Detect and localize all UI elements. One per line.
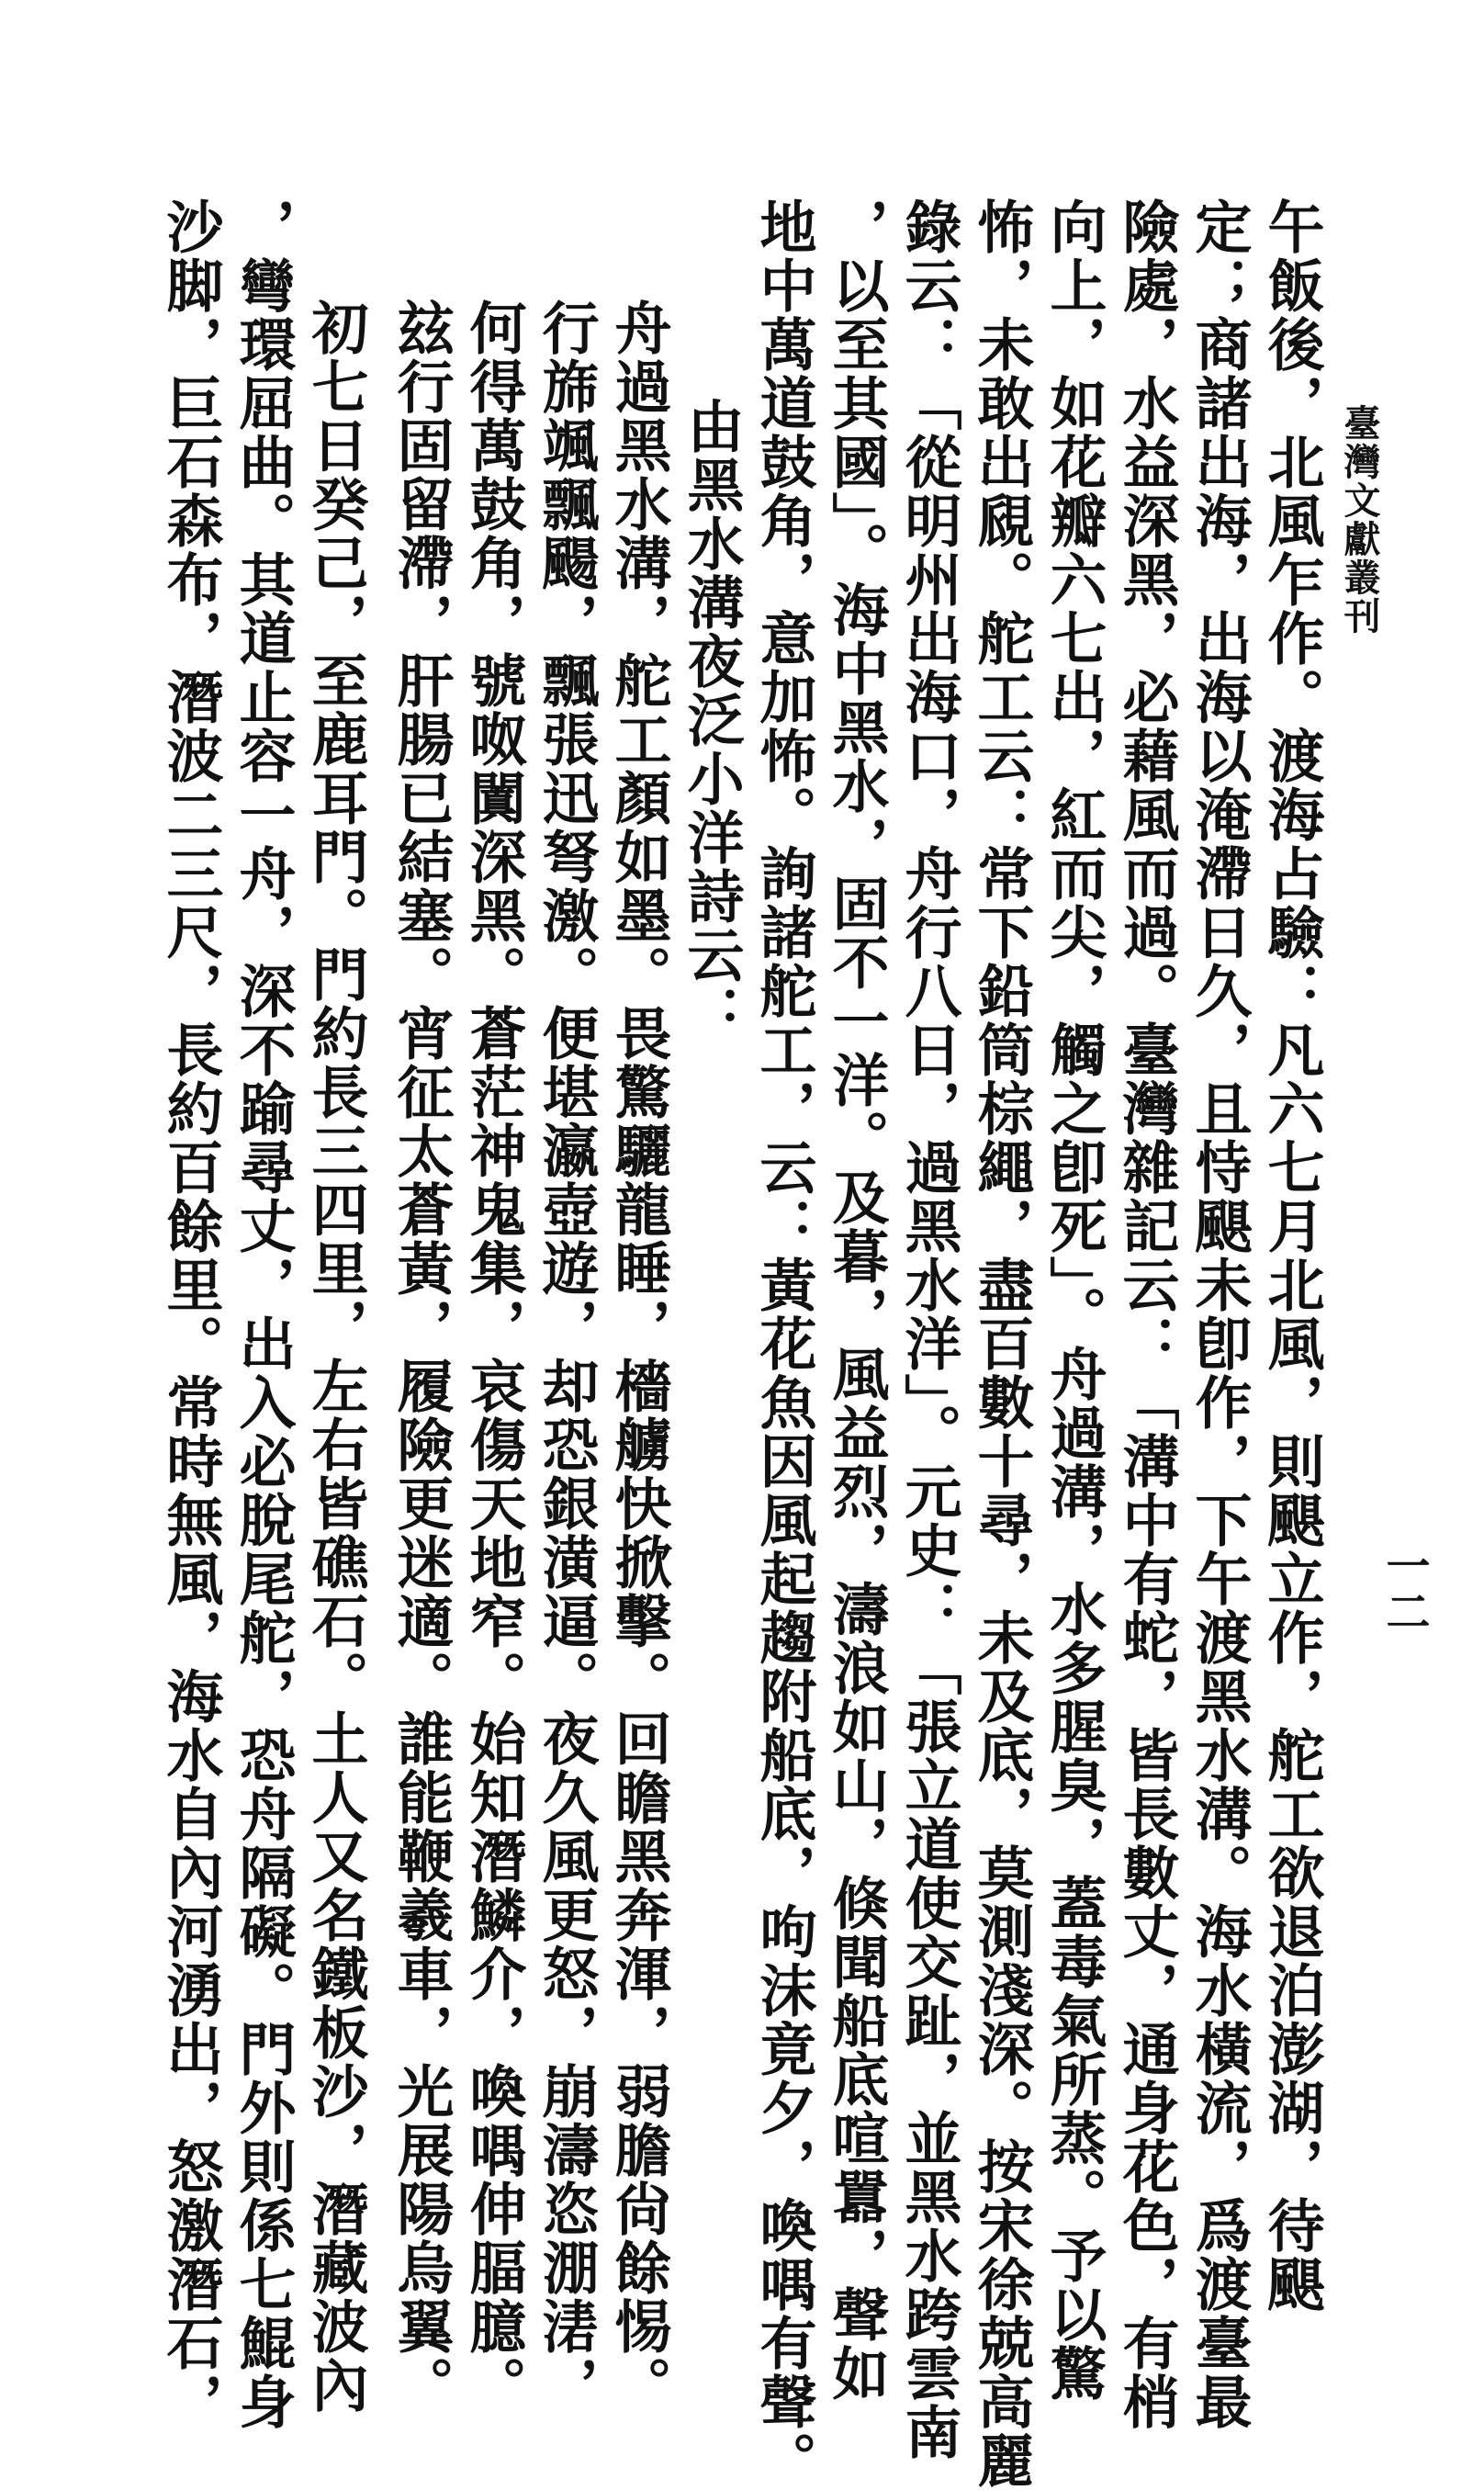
text-column: 地中萬道鼓角，意加怖。詢諸舵工，云：黃花魚因風起趨附船底，呴沫竟夕，喚喁有聲。 [750, 197, 817, 2490]
text-column: 險處，水益深黑，必藉風而過。臺灣雜記云：「溝中有蛇，皆長數丈，通身花色，有梢 [1113, 197, 1180, 2431]
poem-column: 舟過黑水溝，舵工顏如墨。畏驚驪龍睡，檣艣快掀擊。回瞻黑奔渾，弱膽尙餘惕。 [605, 299, 672, 2415]
running-header-title: 臺灣文獻叢刊 [1338, 404, 1381, 636]
poem-column: 行旆颯飄颺，飄張迅弩激。便堪瀛壺遊，却恐銀潢逼。夜久風更怒，崩濤恣淜湱， [533, 299, 600, 2415]
poem-intro-column: 由黑水溝夜泛小洋詩云： [678, 397, 745, 1043]
text-column: ，彎環屈曲。其道止容一舟，深不踰尋丈，出入必脫尾舵，恐舟隔礙。門外則係七鯤身 [230, 197, 297, 2431]
text-column: 定；商諸出海，出海以淹滯日久，且恃颶未卽作，下午渡黑水溝。海水橫流，爲渡臺最 [1186, 197, 1253, 2431]
text-column: ，以至其國」。海中黑水，固不一洋。及暮，風益烈，濤浪如山，倏聞船底喧囂，聲如 [823, 197, 890, 2403]
text-column: 午飯後，北風乍作。渡海占驗：凡六七月北風，則颶立作，舵工欲退泊澎湖，待颶 [1258, 197, 1325, 2314]
text-column: 怖，未敢出覛。舵工云：常下鉛筒棕繩，盡百數十尋，未及底，莫測淺深。按宋徐兢高麗 [968, 197, 1035, 2490]
text-column: 錄云：「從明州出海口，舟行八日，過黑水洋」。元史：「張立道使交趾，並黑水跨雲南 [895, 197, 962, 2462]
poem-column: 何得萬鼓角，號呶闐深黑。蒼茫神鬼集，哀傷天地窄。始知潛鱗介，喚喁伸腷臆。 [460, 299, 527, 2415]
text-column: 初七日癸己，至鹿耳門。門約長三四里，左右皆礁石。土人又名鐵板沙，潛藏波內 [302, 299, 369, 2415]
text-column: 沙脚，巨石森布，潛波二三尺，長約百餘里。常時無風，海水自內河湧出，怒激潛石， [157, 197, 224, 2431]
text-column: 向上，如花瓣六七出，紅而尖，觸之卽死」。舟過溝，水多腥臭，蓋毒氣所蒸。予以驚 [1040, 197, 1107, 2403]
page-number: 一二 [1378, 1543, 1430, 1635]
poem-column: 玆行固留滯，肝腸已結塞。宵征太蒼黃，履險更迷適。誰能鞭羲車，光展陽烏翼。 [388, 299, 455, 2415]
